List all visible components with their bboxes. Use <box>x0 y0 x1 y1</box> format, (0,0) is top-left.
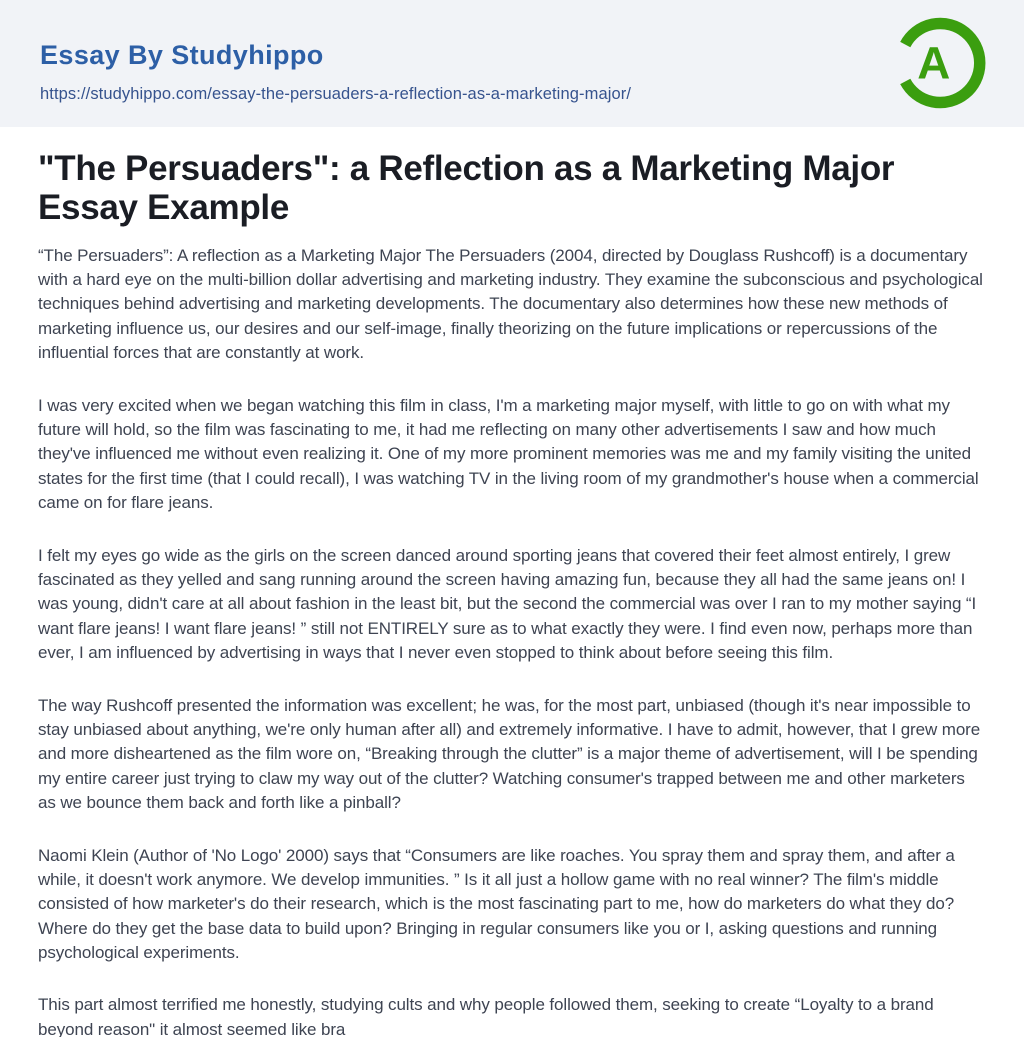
site-title: Essay By Studyhippo <box>40 40 324 70</box>
essay-paragraph-5: Naomi Klein (Author of 'No Logo' 2000) says that “Consumers are like roaches. You spray them and spray them, and after a while, it doesn't work anymore. We develop immunities. ” Is it all just a hollow game with no real winner? The film's middle consisted of how marketer's do their research, which is the most fascinating part to me, how do marketers do what they do? Where do they get the base data to build upon? Bringing in regular consumers like you or I, asking questions and running psychological experiments. <box>38 845 955 963</box>
studyhippo-logo <box>888 11 992 115</box>
article-title: "The Persuaders": a Reflection as a Marketing Major Essay Example <box>38 149 895 227</box>
essay-paragraph-3: I felt my eyes go wide as the girls on the screen danced around sporting jeans that covered their feet almost entirely, I grew fascinated as they yelled and sang running around the screen having amazing fun, because they all had the same jeans on! I was young, didn't care at all about fashion in the least bit, but the second the commercial was over I ran to my mother saying “I want flare jeans! I want flare jeans! ” still not ENTIRELY sure as to what exactly they were. I find even now, perhaps more than ever, I am influenced by advertising in ways that I never even stopped to think about before seeing this film. <box>38 545 977 663</box>
essay-article <box>0 127 1024 1037</box>
essay-paragraph-1: “The Persuaders”: A reflection as a Marketing Major The Persuaders (2004, directed by Douglass Rushcoff) is a documentary with a hard eye on the multi-billion dollar advertising and marketing industry. They examine the subconscious and psychological techniques behind advertising and marketing developments. The documentary also determines how these new methods of marketing influence us, our desires and our self-image, finally theorizing on the future implications or repercussions of the influential forces that are constantly at work. <box>38 245 983 363</box>
essay-paragraph-6: This part almost terrified me honestly, studying cults and why people followed them, seeking to create “Loyalty to a brand beyond reason" it almost seemed like bra <box>38 995 934 1037</box>
page-url-link[interactable]: https://studyhippo.com/essay-the-persuaders-a-reflection-as-a-marketing-major/ <box>40 85 632 103</box>
essay-paragraph-2: I was very excited when we began watching this film in class, I'm a marketing major myself, with little to go on with what my future will hold, so the film was fascinating to me, it had me reflecting on many other advertisements I saw and how much they've influenced me without even realizing it. One of my more prominent memories was me and my family visiting the united states for the first time (that I could recall), I was watching TV in the living room of my grandmother's house when a commercial came on for flare jeans. <box>38 395 979 513</box>
logo-arc-icon <box>888 11 992 115</box>
essay-paragraph-4: The way Rushcoff presented the information was excellent; he was, for the most part, unbiased (though it's near impossible to stay unbiased about anything, we're only human after all) and extremely informative. I have to admit, however, that I grew more and more disheartened as the film wore on, “Breaking through the clutter” is a major theme of advertisement, will I be spending my entire career just trying to claw my way out of the clutter? Watching consumer's trapped between me and other marketers as we bounce them back and forth like a pinball? <box>38 695 981 813</box>
logo-letter: A <box>917 37 951 89</box>
page-header <box>0 0 1024 127</box>
